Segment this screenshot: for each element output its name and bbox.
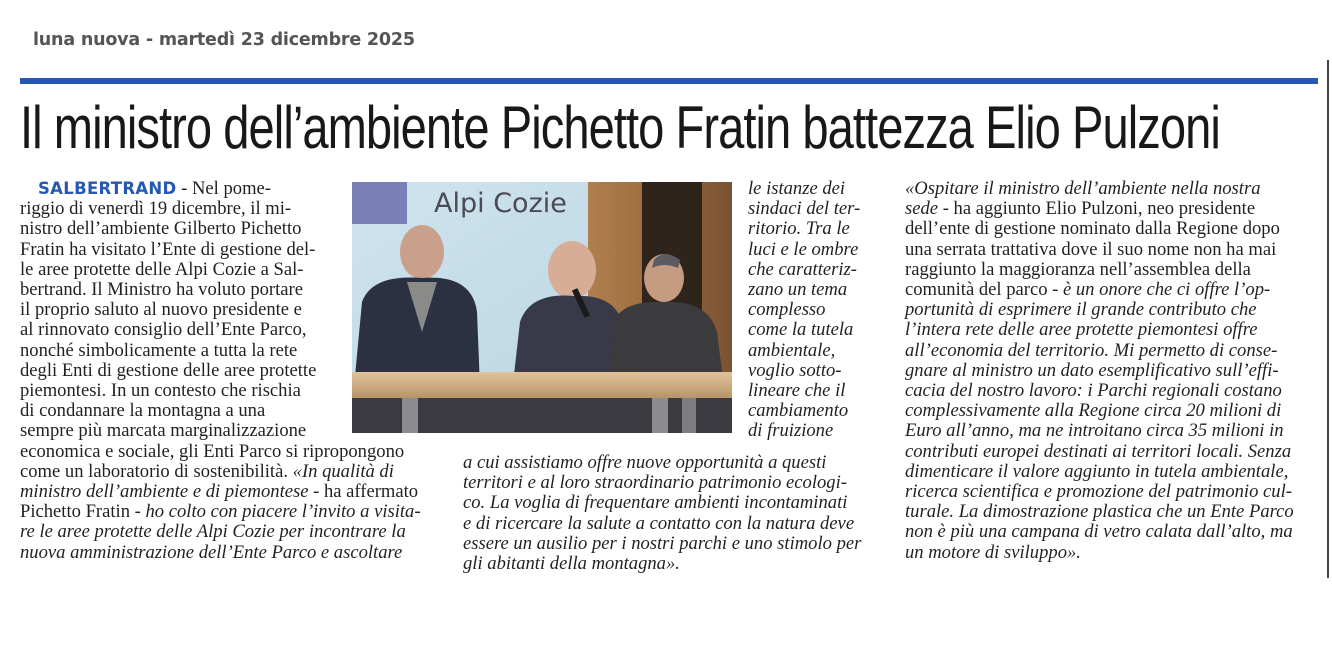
body-text: le aree protette delle Alpi Cozie a Sal-	[20, 258, 304, 280]
body-text: dell’ente di gestione nominato dalla Regione dopo	[905, 218, 1280, 240]
page-edge-line	[1327, 60, 1329, 578]
text-line	[20, 442, 440, 462]
article-column-2-narrow	[748, 179, 888, 442]
body-text: Fratin ha visitato l’Ente di gestione del-	[20, 238, 316, 260]
body-text: il proprio saluto al nuovo presidente e	[20, 299, 302, 321]
text-line	[905, 199, 1325, 219]
body-text: degli Enti di gestione delle aree protette	[20, 359, 317, 381]
quote-text: «Ospitare il ministro dell’ambiente nella nostra	[905, 178, 1261, 199]
text-line	[905, 421, 1325, 441]
quote-line: complesso	[748, 299, 826, 321]
first-line-text: - Nel pome-	[176, 178, 272, 199]
body-text: sempre più marcata marginalizzazione	[20, 420, 307, 442]
screen-logo-block	[352, 182, 407, 224]
quote-line: e di ricercare la salute a contatto con la natura deve	[463, 512, 855, 534]
masthead: luna nuova - martedì 23 dicembre 2025	[33, 30, 415, 50]
article-column-3	[905, 179, 1325, 563]
text-line	[20, 502, 440, 522]
body-text: di condannare la montagna a una	[20, 400, 266, 422]
text-line	[20, 522, 440, 542]
quote-text: nuova amministrazione dell’Ente Parco e ascoltare	[20, 541, 403, 563]
quote-text: «In qualità di	[292, 460, 394, 482]
body-text: comunità del parco -	[905, 279, 1063, 301]
text-line	[905, 442, 1325, 462]
body-text: economica e sociale, gli Enti Parco si ripropongono	[20, 440, 405, 462]
body-text: nonché simbolicamente a tutta la rete	[20, 339, 298, 361]
body-text: Pichetto Fratin -	[20, 501, 146, 523]
text-line	[905, 381, 1325, 401]
body-text: come un laboratorio di sostenibilità.	[20, 460, 293, 482]
table-leg	[402, 398, 418, 433]
text-line	[905, 361, 1325, 381]
text-line	[905, 522, 1325, 542]
quote-text: ho colto con piacere l’invito a visita-	[145, 501, 421, 523]
screen-text: Alpi Cozie	[434, 188, 567, 219]
quote-line: a cui assistiamo offre nuove opportunità a questi	[463, 452, 827, 473]
quote-line: ambientale,	[748, 339, 836, 361]
quote-line: le istanze dei	[748, 178, 846, 199]
quote-line: essere un ausilio per i nostri parchi e uno stimolo per	[463, 532, 862, 554]
text-line	[905, 401, 1325, 421]
text-line	[905, 341, 1325, 361]
body-text: una serrata trattativa dove il suo nome non ha mai	[905, 238, 1277, 260]
quote-line: gli abitanti della montagna».	[463, 553, 680, 575]
text-line	[905, 502, 1325, 522]
quote-line: co. La voglia di frequentare ambienti incontaminati	[463, 492, 848, 514]
quote-line: sindaci del ter-	[748, 198, 861, 220]
photo-illustration	[352, 182, 732, 433]
conference-table	[352, 372, 732, 398]
quote-text: contributi europei destinati ai territori locali. Senza	[905, 440, 1292, 462]
text-line	[905, 300, 1325, 320]
quote-line: che caratteriz-	[748, 258, 857, 280]
quote-text: ricerca scientifica e promozione del patrimonio cul-	[905, 481, 1292, 503]
body-text: - ha aggiunto Elio Pulzoni, neo presidente	[938, 198, 1256, 220]
header-rule	[20, 78, 1318, 84]
quote-text: dimenticare il valore aggiunto in tutela ambientale,	[905, 460, 1289, 482]
text-line	[20, 462, 440, 482]
quote-text: sede	[905, 198, 939, 220]
quote-line: luci e le ombre	[748, 238, 859, 260]
body-text: al rinnovato consiglio dell’Ente Parco,	[20, 319, 307, 341]
body-text: nistro dell’ambiente Gilberto Pichetto	[20, 218, 302, 240]
body-text: raggiunto la maggioranza nell’assemblea della	[905, 258, 1251, 280]
quote-line: di fruizione	[748, 420, 834, 442]
text-line	[905, 482, 1325, 502]
body-text: riggio di venerdì 19 dicembre, il mi-	[20, 198, 292, 220]
quote-text: l’intera rete delle aree protette piemontesi offre	[905, 319, 1258, 341]
body-text: bertrand. Il Ministro ha voluto portare	[20, 279, 303, 301]
quote-text: è un onore che ci offre l’op-	[1062, 279, 1271, 301]
quote-text: non è più una campana di vetro calata dall’alto, ma	[905, 521, 1293, 543]
quote-text: all’economia del territorio. Mi permetto di conse-	[905, 339, 1278, 361]
table-leg	[652, 398, 668, 433]
quote-text: cacia del nostro lavoro: i Parchi regionali costano	[905, 380, 1282, 402]
quote-line: come la tutela	[748, 319, 854, 341]
quote-text: complessivamente alla Regione circa 20 milioni di	[905, 400, 1282, 422]
text-line	[905, 240, 1325, 260]
quote-line: territori e al loro straordinario patrimonio ecologi-	[463, 472, 847, 494]
quote-line: ritorio. Tra le	[748, 218, 850, 240]
quote-line: zano un tema	[748, 279, 848, 301]
text-line	[905, 219, 1325, 239]
quote-line: voglio sotto-	[748, 359, 842, 381]
text-line	[20, 482, 440, 502]
table-leg	[682, 398, 696, 433]
person-center-head	[548, 241, 596, 299]
article-photo	[352, 182, 732, 433]
text-line	[905, 260, 1325, 280]
quote-text: un motore di sviluppo».	[905, 541, 1081, 563]
quote-text: re le aree protette delle Alpi Cozie per incontrare la	[20, 521, 406, 543]
article-column-2-wide	[463, 453, 883, 574]
person-left-head	[400, 225, 444, 279]
text-line	[905, 280, 1325, 300]
text-line	[905, 462, 1325, 482]
text-line	[905, 320, 1325, 340]
quote-text: ministro dell’ambiente e di piemontese	[20, 481, 309, 503]
quote-text: gnare al ministro un dato esemplificativo sull’effi-	[905, 359, 1279, 381]
body-text: piemontesi. In un contesto che rischia	[20, 380, 301, 402]
quote-line: cambiamento	[748, 400, 849, 422]
quote-text: turale. La dimostrazione plastica che un Ente Parco	[905, 501, 1294, 523]
headline: Il ministro dell’ambiente Pichetto Fratin battezza Elio Pulzoni	[20, 94, 1220, 161]
quote-text: portunità di esprimere il grande contributo che	[905, 299, 1257, 321]
text-line	[905, 543, 1325, 563]
text-line	[20, 543, 440, 563]
quote-text: Euro all’anno, ma ne introitano circa 35 milioni in	[905, 420, 1284, 442]
dateline: SALBERTRAND	[38, 179, 177, 198]
body-text: - ha affermato	[308, 481, 419, 503]
quote-line: lineare che il	[748, 380, 846, 402]
text-line	[905, 179, 1325, 199]
